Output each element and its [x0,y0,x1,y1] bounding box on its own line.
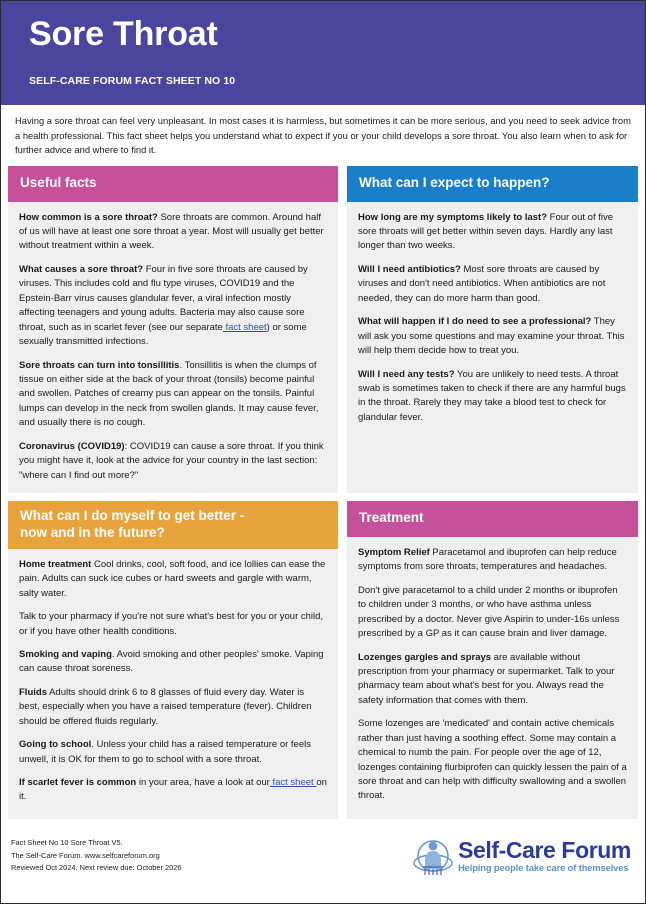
paragraph-text: : COVID19 can cause a sore throat. If you think you might have it, look at the advice for your country in the last section: "where can I find out more?" [19,440,324,481]
panel-self-help-heading-line2: now and in the future? [20,524,165,540]
panel-what-to-expect [347,166,638,493]
paragraph-text: Sore throats are common. Around half of us will have at least one sore throat a year. Most will usually get better without treatment within a week. [19,211,324,252]
intro-paragraph: Having a sore throat can feel very unpleasant. In most cases it is harmless, but sometimes it can be more serious, and you need to seek advice from a health professional. This fact sheet helps you understand what to expect if you or your child develops a sore throat. You also learn when to ask for further advice and where to find it. [1,105,645,166]
masthead [1,1,645,105]
panel-row-bottom [8,501,638,819]
paragraph [358,368,627,426]
panel-row-top [8,166,638,493]
logo-title: Self-Care Forum [458,836,631,863]
paragraph-text: Adults should drink 6 to 8 glasses of fluid every day. Water is best, especially when you have a raised temperature (fever). Children should be offered fluids regularly. [19,686,312,727]
paragraph-text: Talk to your pharmacy if you're not sure what's best for you or your child, or if you have other health conditions. [19,611,324,637]
paragraph [358,211,627,254]
paragraph-lead: Sore throats can turn into tonsillitis [19,359,180,371]
paragraph-lead: What causes a sore throat? [19,263,144,275]
paragraph-text: Four in five sore throats are caused by viruses. This includes cold and flu type viruses, COVID19 and the Epstein-Barr virus causes glandular fever, a viral infection mostly affecting teenagers and young adults. Bacteria may also cause sore throat, such as in scarlet fever (see our separate [19,263,308,333]
paragraph [358,651,627,709]
paragraph-text: Some lozenges are 'medicated' and contain active chemicals rather than just having a soothing effect. Some may contain a chemical to numb the pain. For people over the age of 12, lozenges containing flurbiprofen can quickly lessen the pain of a sore throat and can help with difficulty swallowing and a swollen throat. [358,718,627,802]
paragraph-text: Cool drinks, cool, soft food, and ice lollies can ease the pain. Adults can suck ice cubes or hard sweets and gargle with warm, salty water. [19,558,326,599]
paragraph [19,776,327,805]
paragraph-lead: Fluids [19,686,47,698]
panel-self-help-heading-line1: What can I do myself to get better - [20,508,245,524]
paragraph-text: in your area, have a look at our [136,777,270,789]
fact-sheet-number: SELF-CARE FORUM FACT SHEET NO 10 [29,74,236,87]
panel-self-help-heading [8,501,338,549]
panel-what-to-expect-body [347,202,638,493]
paragraph [358,546,627,575]
paragraph-text: Four out of five sore throats will get better within seven days. Hardly any last longer than two weeks. [358,211,614,252]
paragraph-text: . Unless your child has a raised temperature or feels unwell, it is OK for them to go to school with a sore throat. [19,739,311,765]
logo-wordmark [458,836,631,873]
paragraph-lead: Will I need any tests? [358,368,455,380]
paragraph-lead: Smoking and vaping [19,648,112,660]
paragraph-lead: Lozenges gargles and sprays [358,651,492,663]
person-in-circle-icon [411,836,455,876]
footer-meta [11,837,182,875]
panel-treatment [347,501,638,819]
paragraph [358,315,627,358]
paragraph-text: . Avoid smoking and other peoples' smoke. Vaping can cause throat soreness. [19,648,324,675]
paragraph-lead: What will happen if I do need to see a professional? [358,316,592,328]
panel-what-to-expect-heading: What can I expect to happen? [347,166,638,202]
paragraph [19,440,327,483]
footer-line-1: Fact Sheet No 10 Sore Throat V5. [11,837,123,847]
paragraph [19,263,327,350]
paragraph [358,717,627,804]
footer-line-3: Reviewed Oct 2024. Next review due: October 2026 [11,863,182,873]
paragraph [19,359,327,431]
paragraph [19,738,327,767]
paragraph-text-tail: ) or some sexually transmitted infections. [19,321,307,348]
paragraph-text: . Tonsillitis is when the clumps of tissue on either side at the back of your throat (tonsils) become painful and swollen. Patches of creamy pus can appear on the tonsils. Painful lumps can develop in the neck from swollen glands. It may cause fever, and usually there is no cough. [19,359,319,429]
panel-treatment-heading: Treatment [347,501,638,537]
paragraph [19,648,327,677]
paragraph-text: Don't give paracetamol to a child under 2 months or ibuprofen to children under 3 months, or who have asthma unless prescribed by a doctor. Never give Aspirin to under-16s unless prescribed by a GP as it can cause brain and liver damage. [358,584,620,640]
fact-sheet-link[interactable]: fact sheet [222,321,267,333]
paragraph [19,558,327,601]
self-care-forum-logo [411,836,635,876]
paragraph [19,610,327,639]
paragraph-text: Paracetamol and ibuprofen can help reduce symptoms from sore throats, temperatures and headaches. [358,546,617,573]
fact-sheet-link[interactable]: fact sheet [269,777,317,789]
paragraph [19,686,327,729]
panel-useful-facts-body [8,202,338,493]
paragraph-text: are available without prescription from your pharmacy or supermarket. Talk to your pharmacy team about what's best for you. Always read the safety information that comes with them. [358,651,615,706]
paragraph-lead: Will I need antibiotics? [358,263,461,275]
paragraph [358,263,627,306]
footer [1,826,645,876]
paragraph-text: Most sore throats are caused by viruses and don't need antibiotics. When antibiotics are not needed, they can do more harm than good. [358,263,606,304]
paragraph-lead: Going to school [19,739,92,751]
page-title: Sore Throat [29,15,218,53]
panel-self-help [8,501,338,819]
logo-tagline: Helping people take care of themselves [458,862,629,873]
panel-useful-facts [8,166,338,493]
paragraph-lead: Symptom Relief [358,546,430,558]
paragraph-text: They will ask you some questions and may examine your throat. This will help them decide how to treat you. [358,316,625,357]
paragraph [358,584,627,642]
panel-self-help-body [8,549,338,819]
paragraph-lead: Coronavirus (COVID19) [19,440,125,452]
paragraph-lead: How common is a sore throat? [19,211,158,223]
panel-useful-facts-heading: Useful facts [8,166,338,202]
paragraph-text-tail: on it. [19,777,327,803]
paragraph-lead: How long are my symptoms likely to last? [358,211,547,223]
paragraph-lead: Home treatment [19,558,92,570]
paragraph-lead: If scarlet fever is common [19,777,137,789]
paragraph-text: You are unlikely to need tests. A throat swab is sometimes taken to check if there are any harmful bugs in the throat. Rarely they may take a blood test to check for glandular fever. [358,368,626,423]
footer-line-2: The Self-Care Forum. www.selfcareforum.org [11,850,160,860]
panel-treatment-body [347,537,638,819]
paragraph [19,211,327,254]
panel-grid [1,166,645,819]
